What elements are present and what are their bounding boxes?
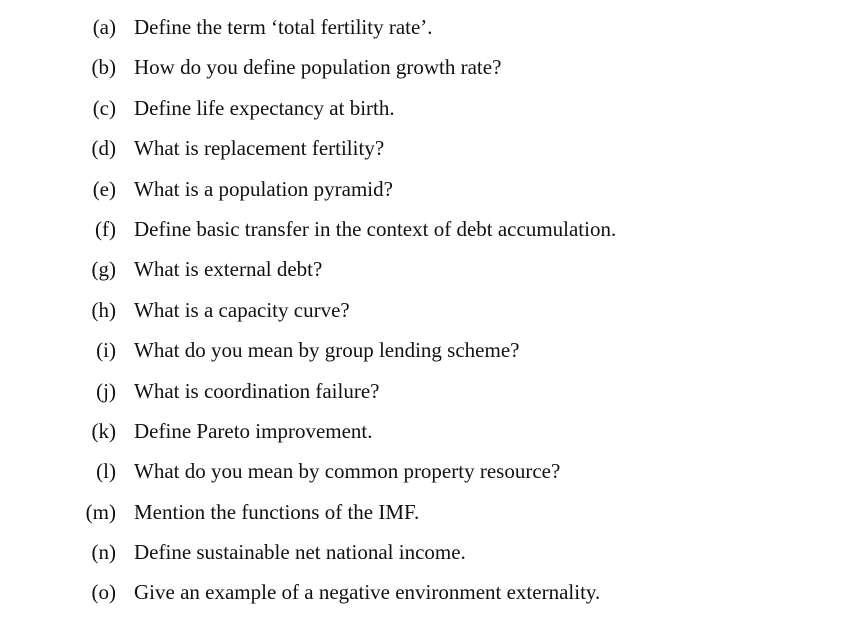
question-item <box>0 128 856 168</box>
question-label: (i) <box>96 338 116 363</box>
question-text: Define Pareto improvement. <box>134 418 373 443</box>
question-label: (j) <box>96 378 116 403</box>
question-item <box>0 572 856 612</box>
question-text: Define basic transfer in the context of debt accumulation. <box>134 216 617 241</box>
question-text: Define sustainable net national income. <box>134 540 466 565</box>
question-text: Mention the functions of the IMF. <box>134 499 420 524</box>
question-item <box>0 371 856 411</box>
question-label: (h) <box>91 297 116 322</box>
question-text: Define the term ‘total fertility rate’. <box>134 15 433 39</box>
question-item <box>0 209 856 249</box>
question-text: What is a capacity curve? <box>134 297 350 322</box>
question-text: What is coordination failure? <box>134 378 380 403</box>
question-text: Define life expectancy at birth. <box>134 95 395 120</box>
question-list <box>0 7 856 613</box>
question-text: What do you mean by common property resource? <box>134 459 561 484</box>
question-text: How do you define population growth rate? <box>134 55 502 80</box>
question-label: (o) <box>91 580 116 605</box>
question-item <box>0 7 856 47</box>
question-label: (f) <box>95 216 116 241</box>
question-item <box>0 169 856 209</box>
question-text: What do you mean by group lending scheme? <box>134 338 520 363</box>
question-text: Give an example of a negative environment externality. <box>134 580 601 605</box>
question-item <box>0 290 856 330</box>
question-item <box>0 249 856 289</box>
question-item <box>0 47 856 87</box>
question-item <box>0 451 856 491</box>
question-item <box>0 492 856 532</box>
question-label: (g) <box>91 257 116 282</box>
question-text: What is a population pyramid? <box>134 176 393 201</box>
question-item <box>0 88 856 128</box>
question-item <box>0 532 856 572</box>
question-label: (e) <box>92 176 116 201</box>
question-text: What is external debt? <box>134 257 323 282</box>
question-label: (b) <box>91 55 116 80</box>
question-item <box>0 330 856 370</box>
question-label: (c) <box>92 95 116 120</box>
question-label: (a) <box>92 15 116 39</box>
question-label: (l) <box>96 459 116 484</box>
question-text: What is replacement fertility? <box>134 136 385 161</box>
question-label: (d) <box>91 136 116 161</box>
question-item <box>0 411 856 451</box>
question-label: (k) <box>91 418 116 443</box>
question-label: (m) <box>85 499 116 524</box>
question-label: (n) <box>91 540 116 565</box>
